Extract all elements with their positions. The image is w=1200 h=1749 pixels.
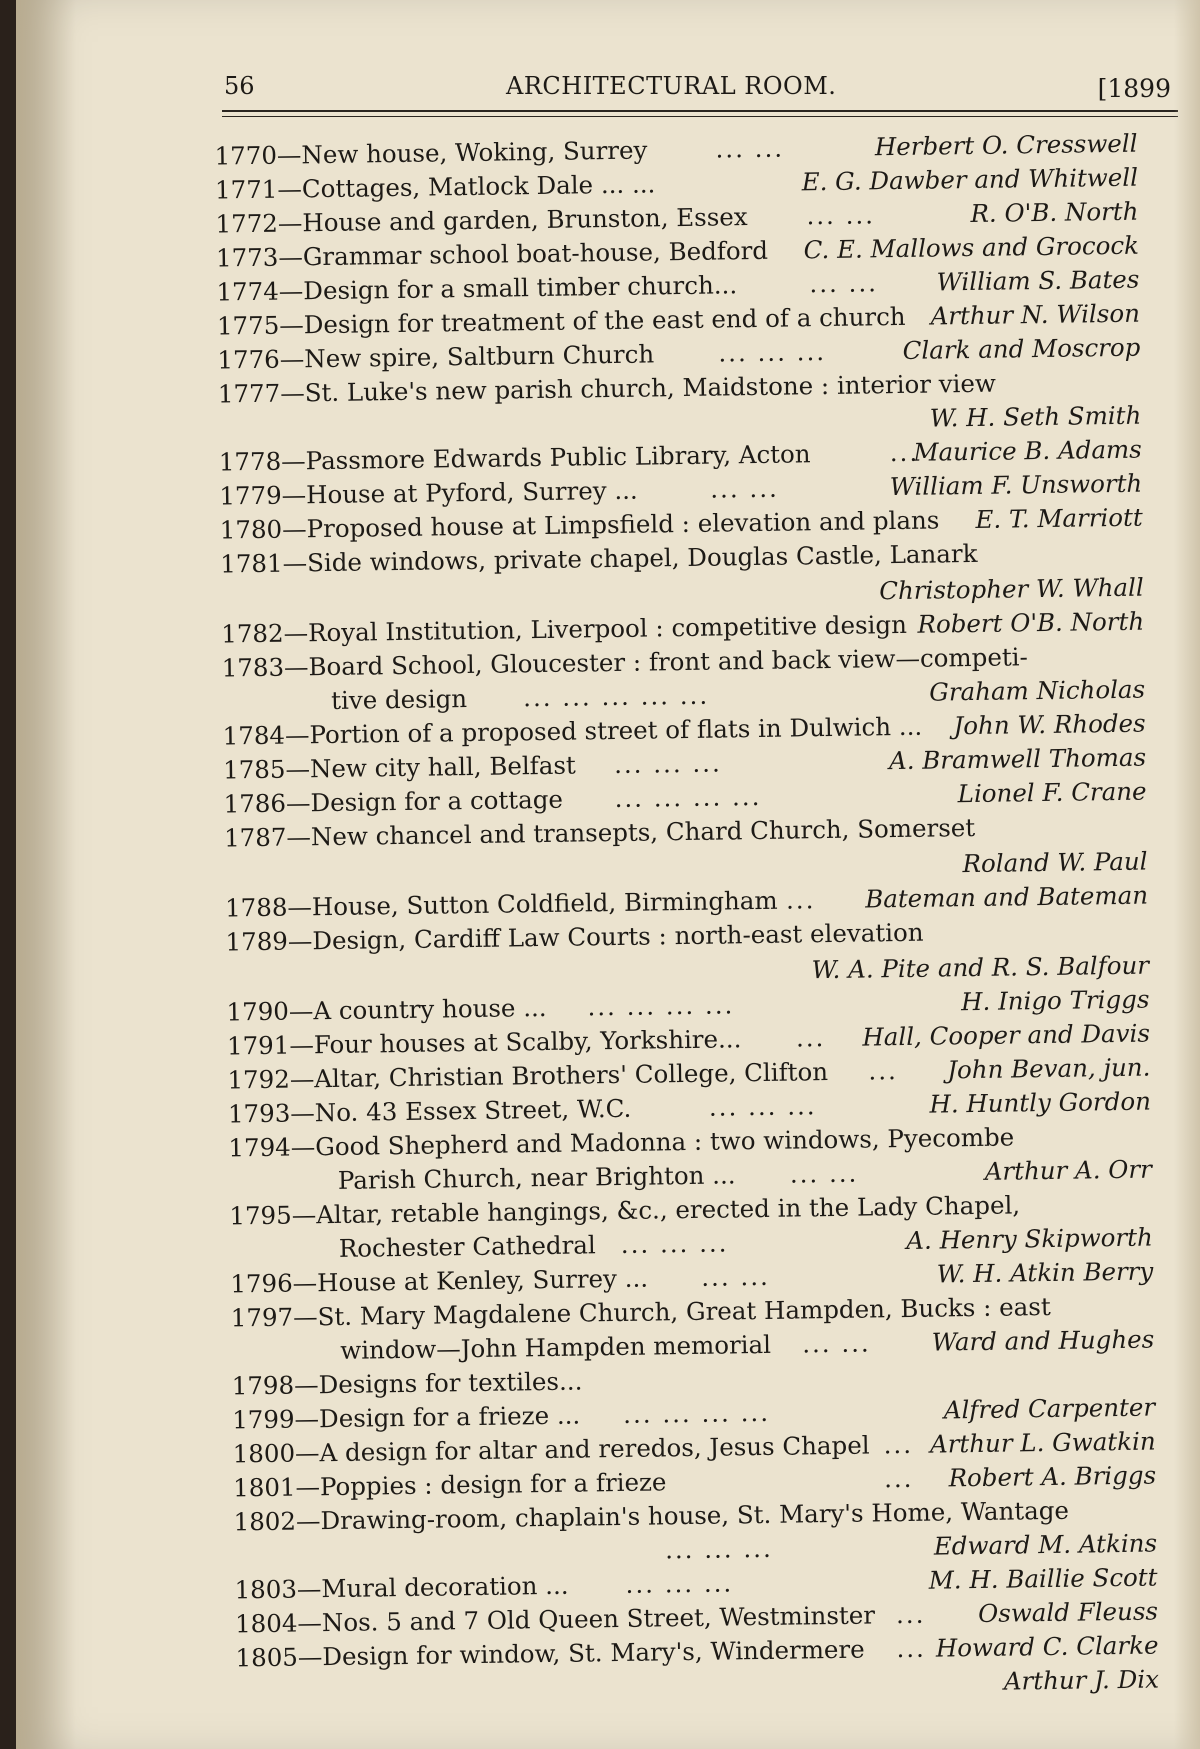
entry-author: William S. Bates xyxy=(936,264,1140,297)
entry-description: 1781—Side windows, private chapel, Douglas Castle, Lanark xyxy=(220,538,978,579)
entry-author: John Bevan, jun. xyxy=(947,1052,1151,1085)
leader-dots: ... ... ... xyxy=(625,1568,734,1599)
entry-author: H. Huntly Gordon xyxy=(929,1086,1152,1119)
leader-dots: ... ... xyxy=(715,133,785,164)
leader-dots: ... ... ... xyxy=(613,748,722,780)
entry-author: John W. Rhodes xyxy=(953,708,1146,741)
entry-author: Clark and Moscrop xyxy=(902,332,1141,365)
entry-description: 1802—Drawing-room, chaplain's house, St. Mary's Home, Wantage xyxy=(233,1495,1070,1537)
entry-description: 1782—Royal Institution, Liverpool : competitive design xyxy=(221,609,908,649)
leader-dots: ... xyxy=(896,1633,927,1664)
book-page xyxy=(16,0,1200,1749)
entry-description: 1771—Cottages, Matlock Dale ... ... xyxy=(214,169,656,205)
entry-author: Christopher W. Whall xyxy=(879,572,1144,606)
entry-author: William F. Unsworth xyxy=(889,468,1143,502)
leader-dots: ... ... ... ... ... xyxy=(522,680,710,713)
entry-author: Robert O'B. North xyxy=(917,606,1145,639)
entry-continuation: Parish Church, near Brighton ... xyxy=(337,1160,736,1195)
entry-description: 1791—Four houses at Scalby, Yorkshire... xyxy=(226,1024,742,1061)
entry-author: R. O'B. North xyxy=(970,196,1139,228)
leader-dots: ... ... ... ... xyxy=(587,990,735,1022)
leader-dots: ... ... ... xyxy=(718,337,827,368)
leader-dots: ... xyxy=(868,1056,898,1086)
entry-description: 1796—House at Kenley, Surrey ... xyxy=(230,1263,649,1299)
entry-author: H. Inigo Triggs xyxy=(960,984,1150,1017)
leader-dots: ... ... xyxy=(806,200,876,231)
leader-dots: ... ... xyxy=(809,268,879,299)
leader-dots: ... xyxy=(895,1599,926,1630)
entry-description: 1795—Altar, retable hangings, &c., erected in the Lady Chapel, xyxy=(229,1190,1021,1231)
entry-description: 1801—Poppies : design for a frieze xyxy=(232,1467,667,1503)
page-number: 56 xyxy=(224,72,255,100)
entry-author: W. H. Atkin Berry xyxy=(936,1256,1154,1289)
entry-description: 1799—Design for a frieze ... xyxy=(232,1400,581,1435)
leader-dots: ... ... ... ... xyxy=(614,781,762,814)
entry-description: 1777—St. Luke's new parish church, Maidstone : interior view xyxy=(217,368,997,409)
leader-dots: ... xyxy=(883,1429,914,1460)
entry-author: Arthur N. Wilson xyxy=(930,298,1141,331)
entry-description: 1793—No. 43 Essex Street, W.C. xyxy=(227,1093,632,1129)
entry-description: 1770—New house, Woking, Surrey xyxy=(214,135,648,171)
entry-author: Edward M. Atkins xyxy=(933,1528,1158,1561)
leader-dots: ... ... ... xyxy=(708,1091,817,1122)
leader-dots: ... ... ... ... xyxy=(622,1397,771,1429)
entry-description: 1778—Passmore Edwards Public Library, Acton xyxy=(218,439,811,477)
leader-dots: ... ... xyxy=(802,1328,871,1359)
entry-author: Herbert O. Cresswell xyxy=(874,128,1138,162)
entry-continuation: tive design xyxy=(330,684,468,715)
entry-description: 1774—Design for a small timber church... xyxy=(216,270,738,307)
leader-dots: ... xyxy=(795,1023,826,1053)
entry-description: 1785—New city hall, Belfast xyxy=(222,750,576,785)
leader-dots: ... xyxy=(883,1463,914,1494)
entry-description: 1787—New chancel and transepts, Chard Church, Somerset xyxy=(223,812,976,853)
catalogue-entries xyxy=(16,0,1200,1749)
leader-dots: ... ... ... xyxy=(620,1228,729,1259)
running-title: ARCHITECTURAL ROOM. xyxy=(506,72,837,100)
entry-description: 1800—A design for altar and reredos, Jesus Chapel xyxy=(232,1430,870,1469)
entry-author: Graham Nicholas xyxy=(929,674,1146,707)
leader-dots: ... ... xyxy=(789,1158,859,1189)
entry-author: Hall, Cooper and Davis xyxy=(862,1018,1151,1052)
entry-description: 1797—St. Mary Magdalene Church, Great Hampden, Bucks : east xyxy=(230,1291,1051,1333)
entry-description: 1772—House and garden, Brunston, Essex xyxy=(215,202,748,239)
entry-description: 1784—Portion of a proposed street of flats in Dulwich ... xyxy=(222,711,923,751)
entry-author: W. A. Pite and R. S. Balfour xyxy=(811,950,1150,985)
entry-author: M. H. Baillie Scott xyxy=(928,1562,1158,1595)
leader-dots: ... ... xyxy=(710,473,779,504)
entry-author: Lionel F. Crane xyxy=(957,776,1147,809)
entry-author: Arthur J. Dix xyxy=(1003,1664,1160,1696)
entry-description: 1794—Good Shepherd and Madonna : two windows, Pyecombe xyxy=(228,1122,1015,1163)
entry-description: 1776—New spire, Saltburn Church xyxy=(217,339,655,375)
leader-dots: ... ... xyxy=(701,1261,770,1292)
leader-dots: ... xyxy=(785,885,816,915)
entry-author: Robert A. Briggs xyxy=(948,1460,1157,1493)
entry-description: 1803—Mural decoration ... xyxy=(234,1570,569,1605)
entry-description: 1773—Grammar school boat-house, Bedford xyxy=(215,235,769,273)
entry-author: E. T. Marriott xyxy=(975,502,1143,534)
entry-author: Alfred Carpenter xyxy=(943,1392,1156,1425)
entry-author: Arthur A. Orr xyxy=(984,1154,1153,1186)
entry-description: 1792—Altar, Christian Brothers' College, Clifton xyxy=(227,1057,829,1095)
entry-description: 1805—Design for window, St. Mary's, Windermere xyxy=(235,1634,865,1673)
entry-author: W. H. Seth Smith xyxy=(929,400,1142,433)
entry-author: Roland W. Paul xyxy=(962,846,1148,879)
entry-author: C. E. Mallows and Grocock xyxy=(803,230,1140,265)
entry-author: Bateman and Bateman xyxy=(865,880,1149,914)
entry-description: 1775—Design for treatment of the east end of a church xyxy=(216,301,906,341)
entry-author: Howard C. Clarke xyxy=(935,1630,1159,1663)
entry-description: 1788—House, Sutton Coldfield, Birmingham xyxy=(224,885,778,923)
entry-author: Maurice B. Adams xyxy=(913,434,1142,467)
entry-description: 1798—Designs for textiles... xyxy=(231,1366,583,1401)
entry-description: 1786—Design for a cottage xyxy=(223,784,564,819)
entry-description: 1789—Design, Cardiff Law Courts : north-east elevation xyxy=(225,917,924,957)
entry-author: A. Bramwell Thomas xyxy=(888,742,1147,776)
entry-author: Ward and Hughes xyxy=(931,1324,1155,1357)
entry-description: 1780—Proposed house at Limpsfield : elevation and plans xyxy=(219,505,940,545)
entry-description: 1790—A country house ... xyxy=(226,992,547,1027)
entry-description: 1804—Nos. 5 and 7 Old Queen Street, Westminster xyxy=(234,1600,876,1639)
entry-description: 1779—House at Pyford, Surrey ... xyxy=(219,475,638,511)
entry-author: Oswald Fleuss xyxy=(977,1596,1159,1629)
entry-description: 1783—Board School, Gloucester : front and back view—competi- xyxy=(221,642,1029,683)
entry-continuation: Rochester Cathedral xyxy=(338,1230,596,1263)
entry-author: E. G. Dawber and Whitwell xyxy=(801,162,1139,197)
entry-author: Arthur L. Gwatkin xyxy=(929,1426,1156,1459)
entry-author: A. Henry Skipworth xyxy=(906,1222,1153,1255)
entry-continuation: window—John Hampden memorial xyxy=(340,1329,772,1365)
page-year: [1899 xyxy=(1097,74,1171,103)
leader-dots: ... xyxy=(889,437,920,468)
leader-dots: ... ... ... xyxy=(664,1533,773,1565)
